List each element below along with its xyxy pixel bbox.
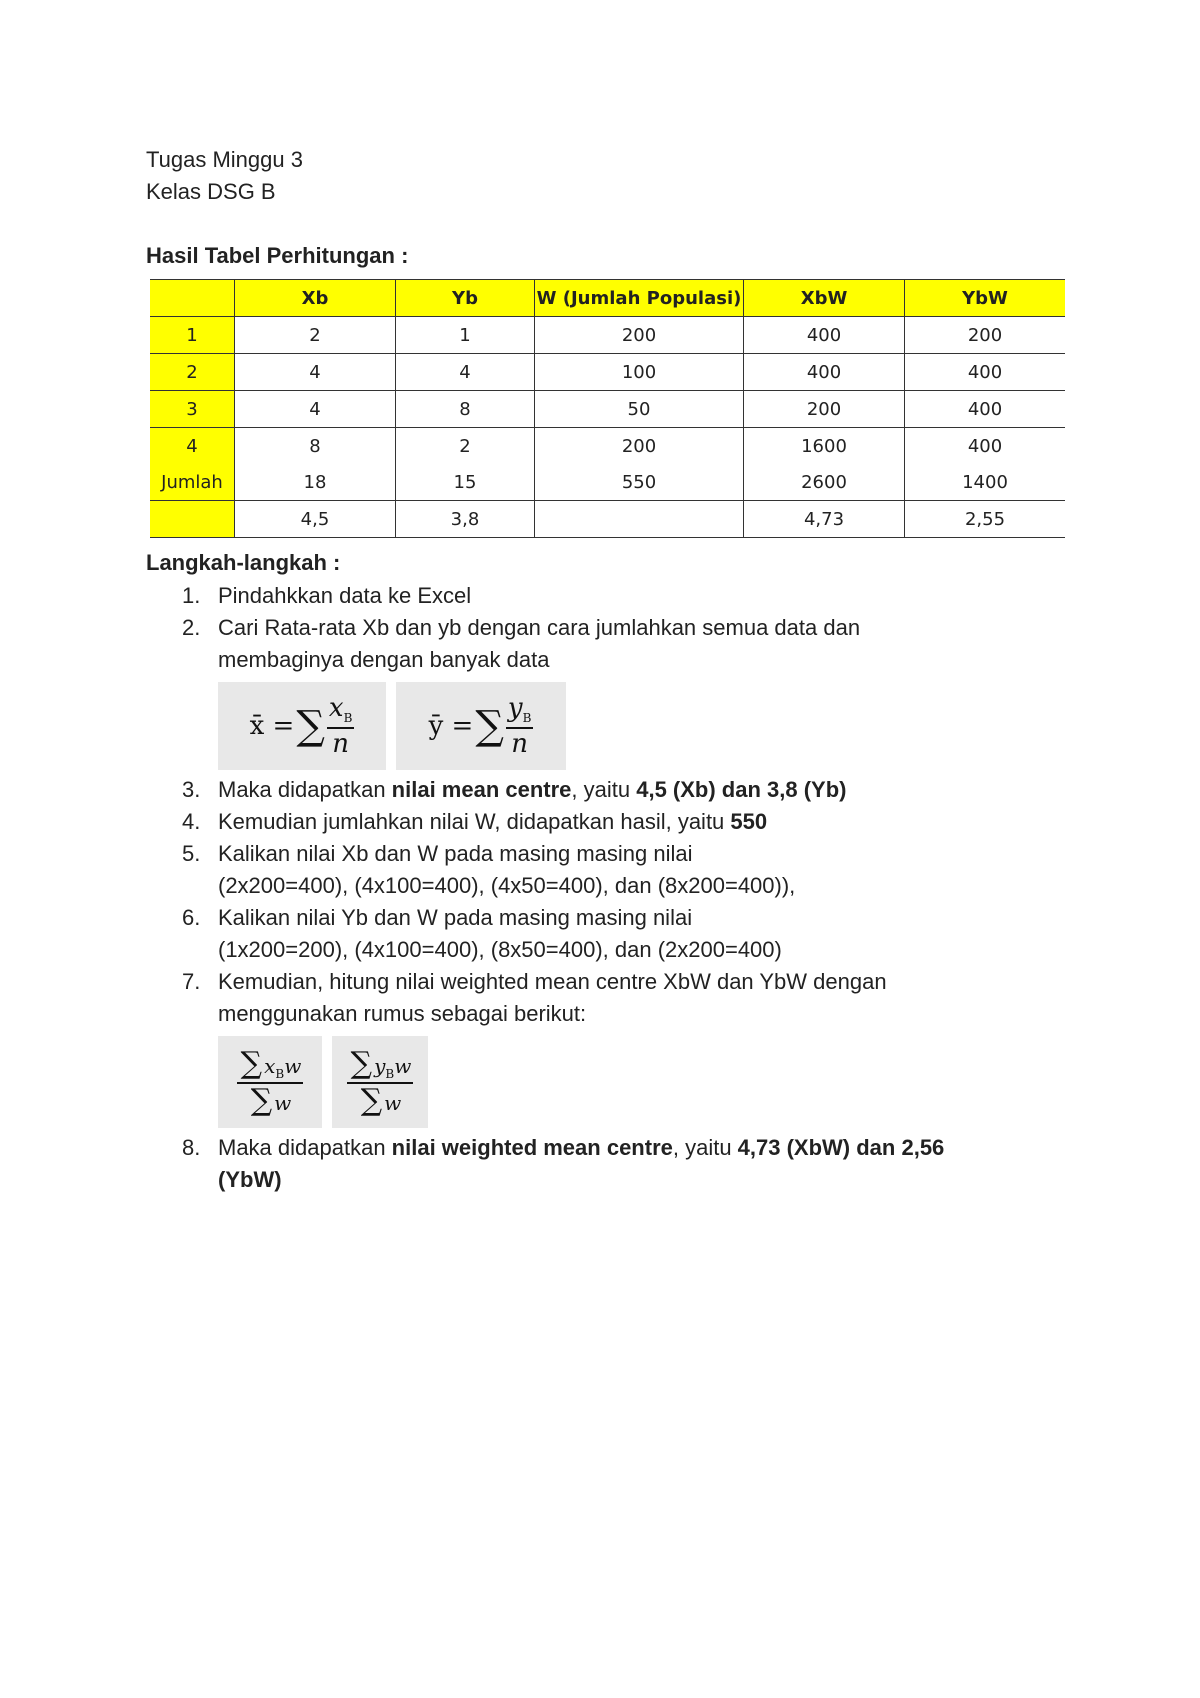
weighted-formula-images bbox=[218, 1036, 1066, 1128]
step-item: 5. Kalikan nilai Xb dan W pada masing masing nilai (2x200=400), (4x100=400), (4x50=400), dan (8x200=400)), bbox=[182, 841, 796, 898]
table-cell: 2 bbox=[150, 354, 235, 391]
table-cell: 200 bbox=[905, 317, 1066, 354]
table-cell: 400 bbox=[744, 317, 905, 354]
table-cell: 1 bbox=[150, 317, 235, 354]
table-cell: 1 bbox=[396, 317, 535, 354]
table-header-cell: Yb bbox=[396, 280, 535, 317]
table-cell: 3 bbox=[150, 391, 235, 428]
table-cell bbox=[535, 501, 744, 538]
table-cell: 4 bbox=[150, 428, 235, 465]
step-item: 8. Maka didapatkan nilai weighted mean centre, yaitu 4,73 (XbW) dan 2,56 (YbW) bbox=[182, 1135, 945, 1192]
table-row bbox=[150, 464, 1065, 501]
table-row bbox=[150, 354, 1065, 391]
table-cell: 8 bbox=[396, 391, 535, 428]
table-cell: 2 bbox=[235, 317, 396, 354]
table-cell: 550 bbox=[535, 464, 744, 501]
table-heading: Hasil Tabel Perhitungan : bbox=[146, 243, 409, 268]
xbar-formula: x̄ = ∑ $\frac{x_B}{n}$ bbox=[218, 682, 386, 770]
table-cell: 200 bbox=[535, 317, 744, 354]
step-item: 3. Maka didapatkan nilai mean centre, yaitu 4,5 (Xb) dan 3,8 (Yb) bbox=[182, 777, 847, 802]
step-item: 7. Kemudian, hitung nilai weighted mean centre XbW dan YbW dengan menggunakan rumus sebagai berikut: $\frac{\sum x_Bw}{\sum w}$ $\frac{\sum y_Bw}{\sum w}$ bbox=[146, 966, 1066, 1128]
table-cell: Jumlah bbox=[150, 464, 235, 501]
table-cell: 4,5 bbox=[235, 501, 396, 538]
table-header-cell: YbW bbox=[905, 280, 1066, 317]
table-header-cell: Xb bbox=[235, 280, 396, 317]
table-row bbox=[150, 501, 1065, 538]
table-cell: 8 bbox=[235, 428, 396, 465]
table-row bbox=[150, 428, 1065, 465]
table-row bbox=[150, 317, 1065, 354]
ybar-formula: ȳ = ∑ $\frac{y_B}{n}$ bbox=[396, 682, 566, 770]
xw-formula: $\frac{\sum x_Bw}{\sum w}$ bbox=[218, 1036, 322, 1128]
table-row bbox=[150, 391, 1065, 428]
step-item: 6. Kalikan nilai Yb dan W pada masing masing nilai (1x200=200), (4x100=400), (8x50=400), dan (2x200=400) bbox=[182, 905, 782, 962]
table-cell bbox=[150, 501, 235, 538]
table-cell: 4 bbox=[396, 354, 535, 391]
table-cell: 400 bbox=[905, 354, 1066, 391]
table-header-cell bbox=[150, 280, 235, 317]
table-cell: 100 bbox=[535, 354, 744, 391]
step-item: 1. Pindahkkan data ke Excel bbox=[182, 583, 472, 608]
steps-list bbox=[146, 580, 1066, 1196]
yw-formula: $\frac{\sum y_Bw}{\sum w}$ bbox=[332, 1036, 428, 1128]
step-item: 2. Cari Rata-rata Xb dan yb dengan cara jumlahkan semua data dan membaginya dengan banyak data x̄ = ∑ $\frac{x_B}{n}$ ȳ = ∑ $\frac{y_B}{n}$ bbox=[146, 612, 1066, 770]
table-header-cell: W (Jumlah Populasi) bbox=[535, 280, 744, 317]
table-cell: 3,8 bbox=[396, 501, 535, 538]
table-cell: 50 bbox=[535, 391, 744, 428]
table-cell: 4 bbox=[235, 354, 396, 391]
calculation-table bbox=[150, 279, 1065, 538]
table-cell: 400 bbox=[905, 428, 1066, 465]
table-cell: 4 bbox=[235, 391, 396, 428]
table-header-cell: XbW bbox=[744, 280, 905, 317]
table-cell: 1400 bbox=[905, 464, 1066, 501]
table-cell: 15 bbox=[396, 464, 535, 501]
table-cell: 400 bbox=[905, 391, 1066, 428]
table-cell: 2 bbox=[396, 428, 535, 465]
table-cell: 200 bbox=[535, 428, 744, 465]
table-header-row bbox=[150, 280, 1065, 317]
table-cell: 1600 bbox=[744, 428, 905, 465]
table-cell: 200 bbox=[744, 391, 905, 428]
table-cell: 18 bbox=[235, 464, 396, 501]
table-cell: 4,73 bbox=[744, 501, 905, 538]
table-cell: 2,55 bbox=[905, 501, 1066, 538]
table-cell: 2600 bbox=[744, 464, 905, 501]
doc-title: Tugas Minggu 3 bbox=[146, 147, 303, 172]
mean-formula-images bbox=[218, 682, 1066, 770]
steps-heading: Langkah-langkah : bbox=[146, 550, 341, 575]
step-item: 4. Kemudian jumlahkan nilai W, didapatkan hasil, yaitu 550 bbox=[182, 809, 768, 834]
doc-class: Kelas DSG B bbox=[146, 179, 276, 204]
table-cell: 400 bbox=[744, 354, 905, 391]
